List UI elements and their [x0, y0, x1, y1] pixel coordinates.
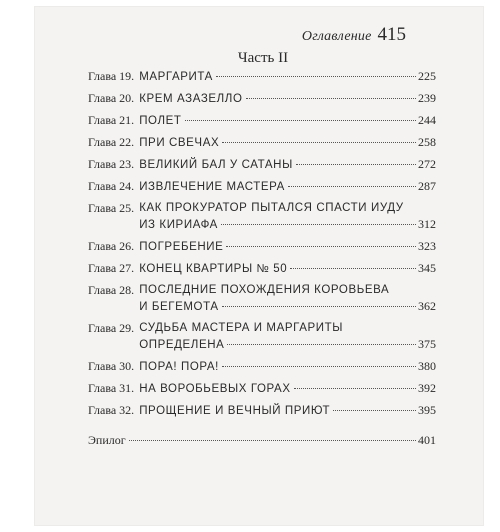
toc-entry	[88, 238, 436, 255]
dot-leader	[222, 142, 416, 143]
chapter-page: 312	[418, 217, 436, 231]
chapter-number: Глава 28.	[88, 283, 135, 297]
chapter-title: НА ВОРОБЬЕВЫХ ГОРАХ	[139, 383, 291, 395]
toc-entry	[88, 156, 436, 173]
chapter-number: Глава 21.	[88, 113, 135, 127]
chapter-title: МАРГАРИТА	[139, 71, 213, 83]
toc-entry	[88, 380, 436, 397]
toc-entry-title: Эпилог	[88, 433, 126, 447]
chapter-title: КОНЕЦ КВАРТИРЫ № 50	[139, 263, 288, 275]
dot-leader	[226, 246, 416, 247]
chapter-title: ПОГРЕБЕНИЕ	[139, 241, 224, 253]
toc-entry	[88, 358, 436, 375]
chapter-title: ПРОЩЕНИЕ И ВЕЧНЫЙ ПРИЮТ	[139, 405, 331, 417]
dot-leader	[296, 164, 416, 165]
chapter-page: 380	[418, 359, 436, 373]
chapter-title: ИЗВЛЕЧЕНИЕ МАСТЕРА	[139, 181, 285, 193]
toc-entry	[88, 112, 436, 129]
chapter-title: СУДЬБА МАСТЕРА И МАРГАРИТЫ	[139, 322, 344, 334]
chapter-page: 239	[418, 91, 436, 105]
dot-leader	[294, 388, 416, 389]
running-head-section: Оглавление	[301, 29, 372, 44]
chapter-number: Глава 24.	[88, 179, 135, 193]
chapter-number: Глава 31.	[88, 381, 135, 395]
part-title: Часть II	[237, 50, 289, 66]
chapter-number: Глава 27.	[88, 261, 135, 275]
dot-leader	[216, 76, 416, 77]
chapter-number: Глава 19.	[88, 69, 135, 83]
chapter-number: Глава 25.	[88, 201, 135, 215]
chapter-number: Глава 29.	[88, 321, 135, 335]
chapter-title: ВЕЛИКИЙ БАЛ У САТАНЫ	[139, 159, 293, 171]
dot-leader	[129, 440, 416, 441]
toc-entry	[88, 320, 436, 353]
chapter-number: Глава 32.	[88, 403, 135, 417]
toc-entry	[88, 134, 436, 151]
dot-leader	[227, 344, 416, 345]
dot-leader	[221, 224, 416, 225]
dot-leader	[185, 120, 416, 121]
dot-leader	[288, 186, 416, 187]
toc-entry	[88, 282, 436, 315]
chapter-page: 375	[418, 337, 436, 351]
chapter-title: ПОСЛЕДНИЕ ПОХОЖДЕНИЯ КОРОВЬЕВА	[139, 284, 390, 296]
toc-entry	[88, 200, 436, 233]
toc-entry-page: 401	[418, 433, 436, 447]
toc-entry	[88, 260, 436, 277]
chapter-number: Глава 30.	[88, 359, 135, 373]
chapter-title: КАК ПРОКУРАТОР ПЫТАЛСЯ СПАСТИ ИУДУ	[139, 202, 404, 214]
dot-leader	[290, 268, 416, 269]
chapter-title: И БЕГЕМОТА	[139, 301, 219, 313]
chapter-page: 258	[418, 135, 436, 149]
chapter-page: 395	[418, 403, 436, 417]
running-head	[302, 24, 406, 46]
chapter-page: 244	[418, 113, 436, 127]
toc-entry	[88, 90, 436, 107]
dot-leader	[246, 98, 417, 99]
chapter-number: Глава 22.	[88, 135, 135, 149]
chapter-page: 225	[418, 69, 436, 83]
page-number: 415	[377, 24, 406, 45]
toc-entry	[88, 402, 436, 419]
chapter-number: Глава 20.	[88, 91, 135, 105]
chapter-title: ПОРА! ПОРА!	[139, 361, 219, 373]
dot-leader	[222, 306, 416, 307]
chapter-page: 392	[418, 381, 436, 395]
book-page	[34, 6, 484, 526]
toc-entry	[88, 68, 436, 85]
dot-leader	[222, 366, 416, 367]
chapter-number: Глава 26.	[88, 239, 135, 253]
chapter-title: ПОЛЕТ	[139, 115, 182, 127]
chapter-title: ИЗ КИРИАФА	[139, 219, 218, 231]
dot-leader	[333, 410, 416, 411]
toc-entry	[88, 178, 436, 195]
toc-entry-epilog	[88, 432, 436, 448]
chapter-page: 272	[418, 157, 436, 171]
chapter-number: Глава 23.	[88, 157, 135, 171]
chapter-page: 323	[418, 239, 436, 253]
chapter-title: ПРИ СВЕЧАХ	[139, 137, 220, 149]
table-of-contents	[88, 68, 436, 453]
chapter-page: 345	[418, 261, 436, 275]
chapter-page: 287	[418, 179, 436, 193]
chapter-title: ОПРЕДЕЛЕНА	[139, 339, 225, 351]
chapter-page: 362	[418, 299, 436, 313]
chapter-title: КРЕМ АЗАЗЕЛЛО	[139, 93, 243, 105]
